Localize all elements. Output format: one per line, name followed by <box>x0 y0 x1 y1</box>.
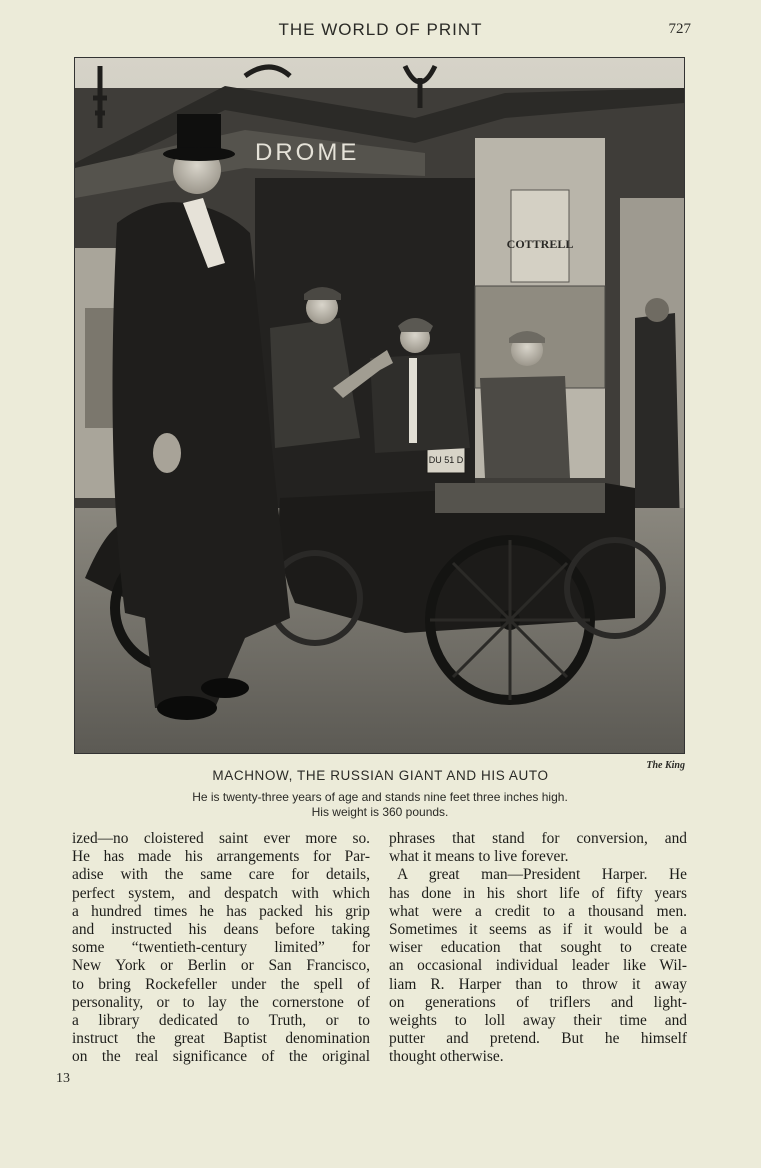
caption-title: MACHNOW, THE RUSSIAN GIANT AND HIS AUTO <box>212 768 549 783</box>
bystander <box>635 313 680 528</box>
page-header <box>0 20 761 44</box>
text-line: to bring Rockefeller under the spell of <box>72 975 370 993</box>
text-line: an occasional individual leader like Wil- <box>389 957 687 975</box>
sign-lettering: DROME <box>255 139 360 166</box>
text-line: New York or Berlin or San Francisco, <box>72 957 370 975</box>
text-line: some “twentieth-century limited” for <box>72 939 370 957</box>
text-line: weights to loll away their time and <box>389 1012 687 1030</box>
text-line: liam R. Harper than to throw it away <box>389 975 687 993</box>
page-number: 727 <box>668 21 691 37</box>
photograph <box>74 57 685 754</box>
text-line: instruct the great Baptist denomination <box>72 1030 370 1048</box>
text-line: thought otherwise. <box>389 1048 504 1066</box>
text-line: phrases that stand for conversion, and <box>389 830 687 847</box>
text-line: on generations of triflers and light- <box>389 993 687 1011</box>
text-line: has done in his short life of fifty years <box>389 884 687 902</box>
automobile-hood <box>435 483 605 513</box>
text-line: what were a credit to a thousand men. <box>389 902 687 920</box>
text-line: wiser education that sought to create <box>389 939 687 957</box>
text-line: on the real significance of the original <box>72 1048 370 1066</box>
text-line: adise with the same care for details, <box>72 866 370 884</box>
text-line: personality, or to lay the cornerstone of <box>72 993 370 1011</box>
caption-body <box>100 790 660 820</box>
text-line: what it means to live forever. <box>389 848 569 866</box>
front-wheel <box>430 540 590 700</box>
text-line: Sometimes it seems as if it would be a <box>389 921 687 939</box>
text-line: and instructed his deans before taking <box>72 921 370 939</box>
text-line: He has made his arrangements for Par- <box>72 848 370 866</box>
text-line: ized—no cloistered saint ever more so. <box>72 830 370 847</box>
poster-text: COTTRELL <box>506 237 574 251</box>
text-line: A great man—President Harper. He <box>397 866 687 884</box>
bystander-head <box>645 298 669 322</box>
caption-line: His weight is 360 pounds. <box>311 805 449 819</box>
photo-credit: The King <box>646 760 685 771</box>
text-line: a hundred times he has packed his grip <box>72 902 370 920</box>
text-line: a library dedicated to Truth, or to <box>72 1012 370 1030</box>
license-plate-text: DU 51 D <box>428 455 464 465</box>
poster <box>511 190 569 282</box>
text-line: perfect system, and despatch with which <box>72 884 370 902</box>
running-title: THE WORLD OF PRINT <box>278 20 483 39</box>
text-line: putter and pretend. But he himself <box>389 1030 687 1048</box>
left-column <box>72 830 370 1067</box>
caption-line: He is twenty-three years of age and stands nine feet three inches high. <box>192 790 568 804</box>
signature-mark: 13 <box>56 1071 70 1086</box>
right-column <box>389 830 687 1067</box>
